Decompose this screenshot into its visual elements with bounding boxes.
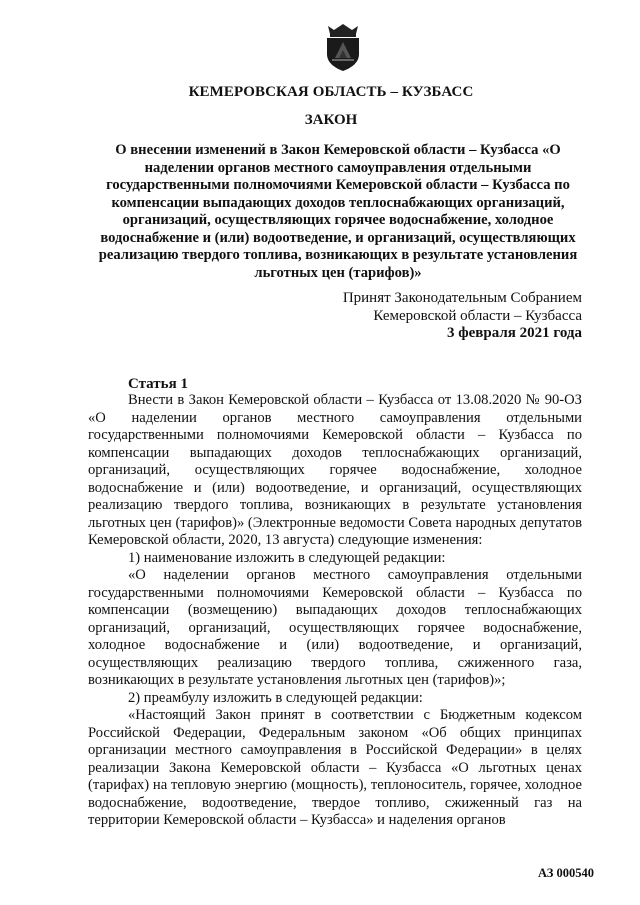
paragraph: «О наделении органов местного самоуправления отдельными государственными полномочиями Кемеровской области – Кузбасса по компенсации (возмещению) выпадающих доходов теплоснабжающих организаций, организаций, осуществляющих горячее водоснабжение, холодное водоснабжение и (или) водоотведение, и организаций, осуществляющих реализацию твердого топлива, сжиженного газа, возникающих в результате установления льготных цен (тарифов)»;: [88, 567, 582, 688]
document-type: ЗАКОН: [304, 112, 358, 128]
adoption-block: [343, 290, 582, 343]
adoption-line-2: Кемеровской области – Кузбасса: [373, 307, 582, 324]
adoption-date: 3 февраля 2021 года: [447, 325, 582, 341]
article-body: [88, 392, 582, 830]
region-heading: КЕМЕРОВСКАЯ ОБЛАСТЬ – КУЗБАСС: [188, 84, 474, 100]
adoption-line-1: Принят Законодательным Собранием: [342, 290, 582, 306]
document-serial-code: АЗ 000540: [538, 866, 594, 880]
article-title: Статья 1: [128, 376, 188, 392]
law-title: О внесении изменений в Закон Кемеровской области – Кузбасса «О наделении органов местного самоуправления отдельными государственными полномочиями Кемеровской области – Кузбасса по компенсации выпадающих доходов теплоснабжающих организаций, организаций, осуществляющих горячее водоснабжение, холодное водоснабжение и (или) водоотведение, и организаций, осуществляющих реализацию твердого топлива, возникающих в результате установления льготных цен (тарифов)»: [98, 142, 578, 281]
paragraph: 2) преамбулу изложить в следующей редакции:: [128, 689, 423, 706]
paragraph: Внести в Закон Кемеровской области – Кузбасса от 13.08.2020 № 90-ОЗ «О наделении органов местного самоуправления отдельными государственными полномочиями Кемеровской области – Кузбасса по компенсации выпадающих доходов теплоснабжающих организаций, организаций, осуществляющих горячее водоснабжение, холодное водоснабжение и (или) водоотведение, и организаций, осуществляющих реализацию твердого топлива, возникающих в результате установления льготных цен (тарифов)» (Электронные ведомости Совета народных депутатов Кемеровской области, 2020, 13 августа) следующие изменения:: [88, 392, 582, 548]
coat-of-arms-icon: [322, 20, 364, 72]
paragraph: «Настоящий Закон принят в соответствии с Бюджетным кодексом Российской Федерации, Федеральным законом «Об общих принципах организации местного самоуправления в Российской Федерации» в целях реализации Закона Кемеровской области – Кузбасса «О льготных ценах (тарифах) на тепловую энергию (мощность), теплоноситель, горячее, холодное водоснабжение, водоотведение, твердое топливо, сжиженный газ на территории Кемеровской области – Кузбасса» и наделения органов: [88, 707, 582, 828]
paragraph: 1) наименование изложить в следующей редакции:: [128, 549, 446, 566]
